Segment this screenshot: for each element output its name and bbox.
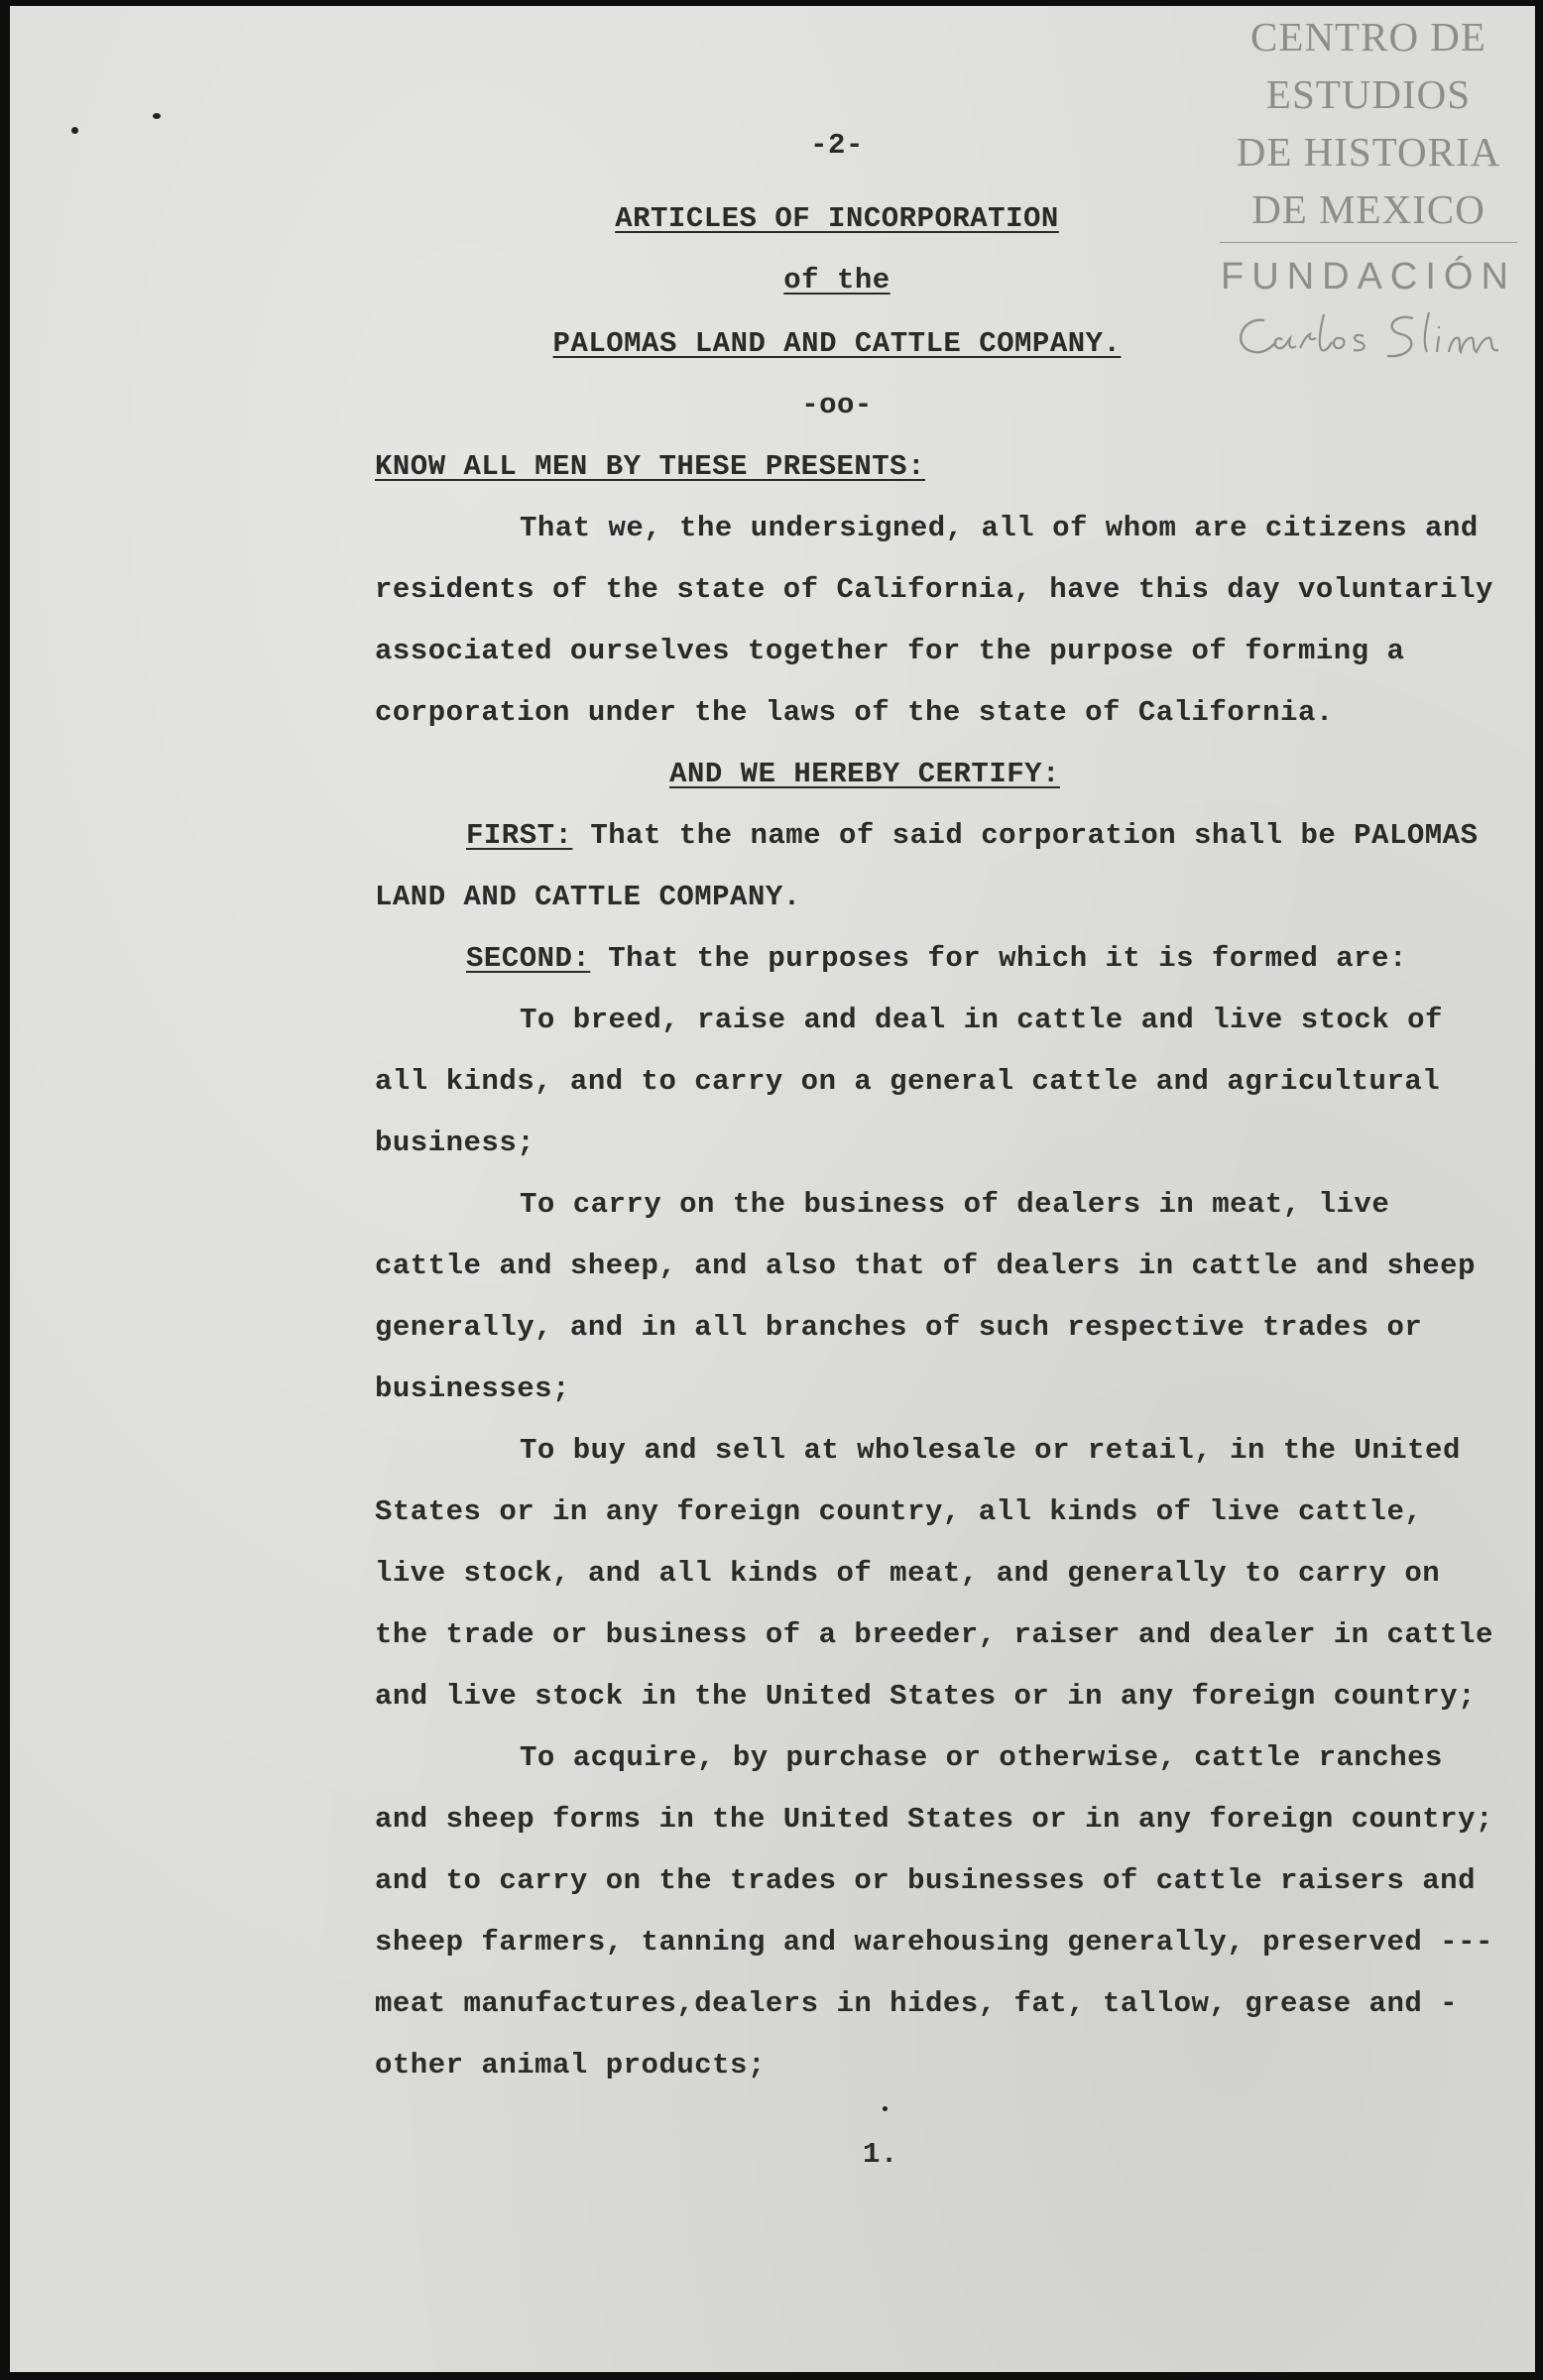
section-heading: KNOW ALL MEN BY THESE PRESENTS:	[375, 450, 925, 483]
body-line: corporation under the laws of the state of California.	[375, 696, 1334, 729]
article-first	[466, 819, 1478, 852]
body-line: generally, and in all branches of such respective trades or	[375, 1311, 1423, 1344]
first-text: That the name of said corporation shall be PALOMAS	[590, 819, 1479, 852]
watermark-line: DE MEXICO	[1251, 186, 1485, 232]
page-number: 1.	[863, 2138, 898, 2171]
archive-watermark	[1220, 8, 1517, 368]
body-line: To acquire, by purchase or otherwise, cattle ranches	[520, 1741, 1443, 1774]
body-line: States or in any foreign country, all kinds of live cattle,	[375, 1495, 1423, 1528]
certify-heading: AND WE HEREBY CERTIFY:	[669, 758, 1060, 790]
body-line: and to carry on the trades or businesses of cattle raisers and	[375, 1864, 1476, 1897]
document-page	[10, 6, 1535, 2372]
watermark-line: CENTRO DE	[1250, 14, 1486, 60]
article-second	[466, 942, 1407, 975]
page-marker: -2-	[810, 129, 864, 162]
body-line: To buy and sell at wholesale or retail, in the United	[520, 1434, 1461, 1467]
second-label: SECOND:	[466, 942, 591, 975]
title-separator: -oo-	[801, 389, 873, 421]
stray-mark	[883, 2106, 888, 2111]
company-name-title: PALOMAS LAND AND CATTLE COMPANY.	[552, 327, 1122, 360]
body-line: meat manufactures,dealers in hides, fat, tallow, grease and -	[375, 1987, 1459, 2020]
body-line: business;	[375, 1127, 535, 1159]
body-line: the trade or business of a breeder, raiser and dealer in cattle	[375, 1618, 1493, 1651]
body-line: and sheep forms in the United States or in any foreign country;	[375, 1803, 1493, 1836]
stray-mark	[153, 113, 161, 119]
body-line: businesses;	[375, 1372, 570, 1405]
body-line: cattle and sheep, and also that of dealers in cattle and sheep	[375, 1250, 1476, 1282]
body-line: associated ourselves together for the purpose of forming a	[375, 635, 1405, 667]
body-line: all kinds, and to carry on a general cattle and agricultural	[375, 1065, 1441, 1098]
body-line: live stock, and all kinds of meat, and generally to carry on	[375, 1557, 1441, 1590]
body-line: sheep farmers, tanning and warehousing generally, preserved ---	[375, 1926, 1493, 1959]
body-line: LAND AND CATTLE COMPANY.	[375, 881, 801, 913]
body-line: To breed, raise and deal in cattle and live stock of	[520, 1004, 1443, 1036]
body-line: other animal products;	[375, 2049, 766, 2082]
body-line: residents of the state of California, have this day voluntarily	[375, 573, 1493, 606]
body-line: To carry on the business of dealers in meat, live	[520, 1188, 1390, 1221]
watermark-foundation: FUNDACIÓN	[1220, 242, 1517, 300]
body-line: and live stock in the United States or in any foreign country;	[375, 1680, 1476, 1713]
body-line: That we, the undersigned, all of whom are citizens and	[520, 512, 1479, 544]
first-label: FIRST:	[466, 819, 573, 852]
document-title-of-the: of the	[783, 264, 890, 297]
watermark-line: ESTUDIOS	[1265, 71, 1472, 117]
document-title: ARTICLES OF INCORPORATION	[615, 202, 1059, 235]
watermark-line: DE HISTORIA	[1236, 129, 1501, 175]
second-text: That the purposes for which it is formed are:	[608, 942, 1407, 975]
